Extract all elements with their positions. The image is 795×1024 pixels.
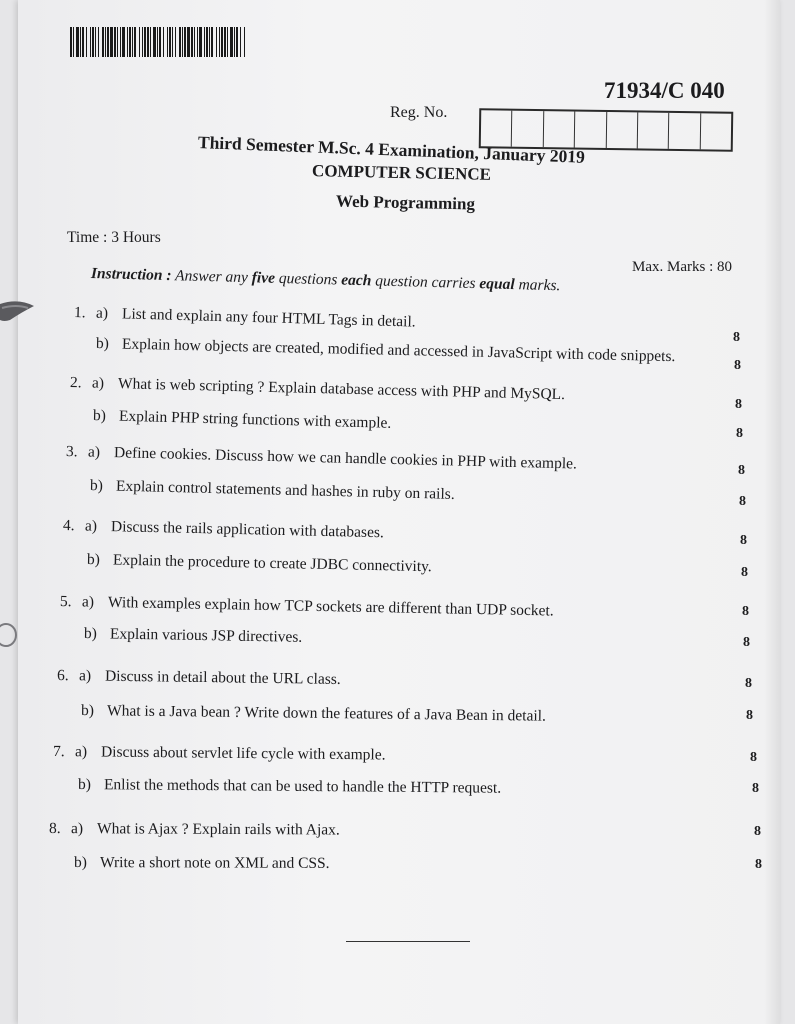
- barcode-bar: [197, 27, 198, 57]
- barcode-bar: [240, 27, 241, 57]
- barcode-bar: [122, 27, 125, 57]
- barcode-bar: [204, 27, 205, 57]
- reg-no-cell[interactable]: [574, 112, 606, 148]
- instruction-text-each: each: [341, 271, 372, 290]
- instruction-text-b: questions: [278, 269, 338, 289]
- barcode-bar: [86, 27, 87, 57]
- question-7a: [53, 743, 386, 764]
- question-text: List and explain any four HTML Tags in detail.: [121, 305, 416, 331]
- question-text: Discuss about servlet life cycle with example.: [100, 743, 386, 764]
- instruction-label: Instruction :: [90, 265, 172, 285]
- barcode-bar: [163, 27, 164, 57]
- marks-4a: 8: [740, 533, 747, 548]
- barcode-bar: [102, 27, 104, 57]
- question-text: Explain PHP string functions with example.: [118, 407, 392, 432]
- marks-3a: 8: [738, 463, 745, 478]
- question-number: 4.: [62, 517, 75, 535]
- marks-8b: 8: [755, 857, 762, 872]
- barcode-bar: [82, 27, 84, 57]
- part-label: b): [83, 625, 98, 643]
- part-label: a): [70, 820, 84, 838]
- barcode-bar: [219, 27, 220, 57]
- barcode-bar: [129, 27, 131, 57]
- barcode-bar: [132, 27, 133, 57]
- barcode-bar: [169, 27, 171, 57]
- reg-no-cell[interactable]: [511, 111, 543, 147]
- barcode-bar: [76, 27, 79, 57]
- question-7b: [78, 776, 501, 798]
- barcode-bar: [142, 27, 143, 57]
- question-number: 7.: [52, 743, 65, 761]
- barcode-bar: [175, 27, 176, 57]
- barcode-bar: [172, 27, 173, 57]
- barcode-bar: [127, 27, 128, 57]
- barcode-bar: [234, 27, 235, 57]
- barcode-bar: [134, 27, 136, 57]
- marks-5a: 8: [742, 604, 749, 619]
- question-5b: [84, 625, 303, 647]
- reg-no-cell[interactable]: [481, 110, 512, 146]
- reg-no-cell[interactable]: [543, 111, 575, 147]
- barcode-bar: [80, 27, 81, 57]
- barcode-bar: [114, 27, 116, 57]
- part-label: b): [89, 477, 104, 495]
- barcode-bar: [199, 27, 202, 57]
- marks-3b: 8: [739, 494, 746, 509]
- question-8b: [74, 854, 330, 873]
- marks-1a: 8: [733, 330, 740, 345]
- question-text: Explain the procedure to create JDBC connectivity.: [112, 551, 432, 576]
- reg-no-cell[interactable]: [605, 112, 637, 148]
- barcode-bar: [159, 27, 161, 57]
- part-label: a): [81, 593, 95, 611]
- barcode-bar: [206, 27, 208, 57]
- marks-6a: 8: [745, 676, 752, 691]
- part-label: a): [91, 374, 105, 392]
- barcode-bar: [150, 27, 151, 57]
- barcode-bar: [105, 27, 106, 57]
- marks-6b: 8: [746, 708, 753, 723]
- question-number: 5.: [59, 593, 72, 611]
- barcode-bar: [117, 27, 118, 57]
- end-of-paper-rule: [346, 941, 470, 942]
- barcode-bar: [211, 27, 213, 57]
- instruction-text-d: marks.: [518, 276, 561, 295]
- barcode-bar: [70, 27, 72, 57]
- barcode-bar: [92, 27, 94, 57]
- barcode-bar: [153, 27, 156, 57]
- time-allowed: Time : 3 Hours: [67, 229, 161, 246]
- barcode-bar: [95, 27, 96, 57]
- reg-no-label: Reg. No.: [390, 104, 448, 121]
- marks-4b: 8: [741, 565, 748, 580]
- question-text: With examples explain how TCP sockets are different than UDP socket.: [107, 593, 554, 620]
- part-label: b): [95, 335, 110, 353]
- question-text: Discuss in detail about the URL class.: [104, 667, 341, 688]
- reg-no-cell[interactable]: [699, 113, 731, 149]
- question-text: Explain control statements and hashes in ruby on rails.: [115, 477, 455, 503]
- barcode-bar: [209, 27, 210, 57]
- part-label: b): [77, 776, 91, 794]
- barcode-bar: [221, 27, 223, 57]
- barcode-bar: [230, 27, 233, 57]
- subject-title: COMPUTER SCIENCE: [311, 161, 492, 184]
- marks-2a: 8: [735, 397, 742, 412]
- part-label: b): [92, 407, 107, 425]
- question-text: Discuss the rails application with databases.: [110, 518, 385, 542]
- paper-code: 71934/C 040: [604, 78, 725, 103]
- ring-object-graphic: [0, 622, 20, 648]
- marks-1b: 8: [734, 358, 741, 373]
- marks-2b: 8: [736, 426, 743, 441]
- reg-no-cell[interactable]: [637, 112, 669, 148]
- question-text: What is Ajax ? Explain rails with Ajax.: [96, 820, 340, 839]
- barcode-bar: [179, 27, 181, 57]
- barcode-bar: [147, 27, 149, 57]
- question-8a: [49, 820, 340, 840]
- question-text: Explain how objects are created, modified and accessed in JavaScript with code snippets.: [121, 335, 676, 366]
- course-title: Web Programming: [335, 191, 476, 214]
- barcode-bar: [236, 27, 238, 57]
- barcode-bar: [157, 27, 158, 57]
- marks-7b: 8: [752, 781, 759, 796]
- question-text: Enlist the methods that can be used to handle the HTTP request.: [103, 776, 502, 797]
- part-label: a): [84, 517, 98, 535]
- question-number: 6.: [56, 667, 69, 685]
- part-label: a): [95, 304, 109, 322]
- barcode-bar: [90, 27, 91, 57]
- reg-no-cell[interactable]: [668, 113, 700, 149]
- question-number: 1.: [73, 304, 86, 322]
- question-text: What is a Java bean ? Write down the features of a Java Bean in detail.: [106, 702, 547, 725]
- part-label: a): [78, 667, 92, 685]
- barcode-bar: [167, 27, 168, 57]
- barcode-bar: [73, 27, 74, 57]
- part-label: b): [86, 551, 101, 569]
- instruction-text-equal: equal: [479, 275, 515, 294]
- question-text: Explain various JSP directives.: [109, 625, 303, 646]
- instruction-text-c: question carries: [375, 272, 476, 293]
- exam-title: Third Semester M.Sc. 4 Examination, January 2019: [197, 132, 586, 167]
- barcode-bar: [182, 27, 183, 57]
- question-number: 8.: [48, 820, 61, 838]
- question-number: 2.: [69, 374, 82, 392]
- barcode-bar: [244, 27, 245, 57]
- paper-edge-shadow: [764, 0, 780, 1024]
- barcode-bar: [120, 27, 121, 57]
- barcode-bar: [227, 27, 228, 57]
- question-number: 3.: [65, 443, 78, 461]
- question-text: What is web scripting ? Explain database access with PHP and MySQL.: [117, 375, 566, 404]
- part-label: b): [80, 702, 95, 720]
- barcode-bar: [107, 27, 109, 57]
- part-label: b): [73, 854, 87, 872]
- question-text: Write a short note on XML and CSS.: [99, 854, 330, 872]
- barcode-bar: [184, 27, 186, 57]
- barcode-bar: [144, 27, 146, 57]
- barcode-bar: [110, 27, 113, 57]
- question-text: Define cookies. Discuss how we can handle cookies in PHP with example.: [113, 444, 578, 473]
- part-label: a): [74, 743, 88, 761]
- barcode-graphic: [70, 27, 246, 57]
- max-marks: Max. Marks : 80: [632, 259, 732, 275]
- marks-5b: 8: [743, 635, 750, 650]
- binder-clip-graphic: [0, 298, 36, 326]
- barcode-bar: [191, 27, 193, 57]
- barcode-bar: [187, 27, 190, 57]
- barcode-bar: [139, 27, 140, 57]
- barcode-bar: [194, 27, 195, 57]
- barcode-bar: [98, 27, 99, 57]
- part-label: a): [87, 443, 101, 461]
- barcode-bar: [216, 27, 217, 57]
- marks-8a: 8: [754, 824, 761, 839]
- instruction-text-five: five: [251, 269, 276, 287]
- barcode-bar: [224, 27, 226, 57]
- marks-7a: 8: [750, 750, 757, 765]
- instruction-text-a: Answer any: [174, 267, 249, 287]
